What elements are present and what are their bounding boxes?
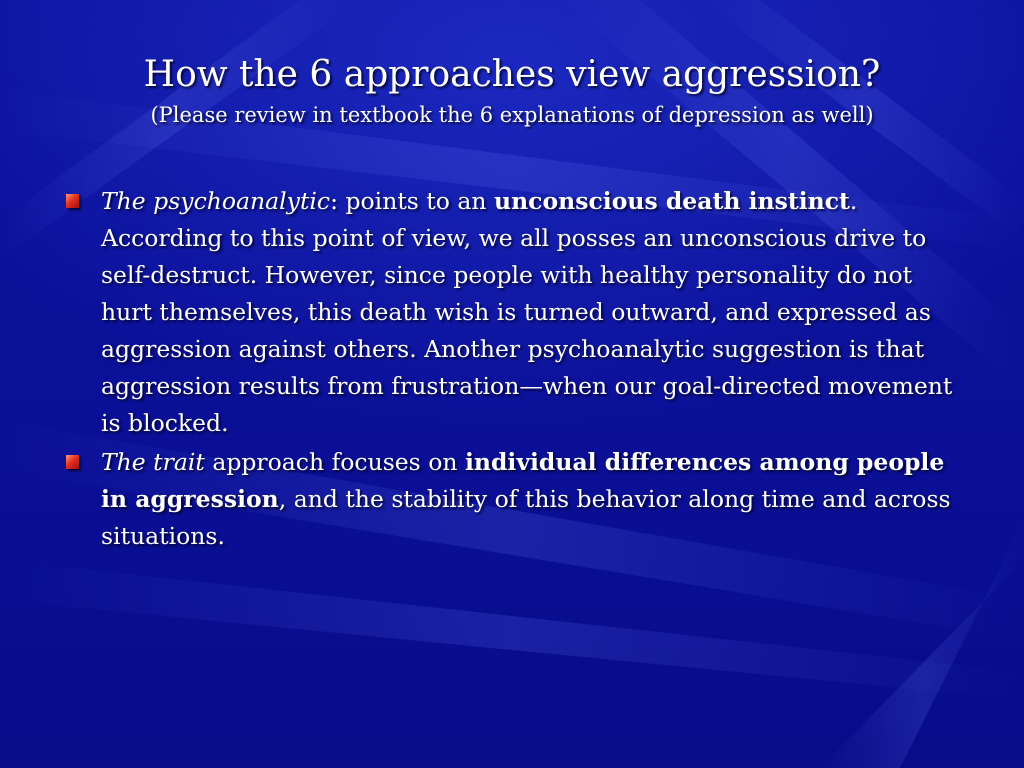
- bullet-lead: The psychoanalytic: [101, 187, 331, 215]
- bullet-lead: The trait: [101, 448, 205, 476]
- bullet-body: , and the stability of this behavior along time and across situations.: [101, 485, 951, 550]
- bullet-connector: approach focuses on: [204, 448, 465, 476]
- title-block: [0, 50, 1024, 130]
- bullet-body: . According to this point of view, we all posses an unconscious drive to self-destruct. However, since people with healthy personality do not hurt themselves, this death wish is turned outward, and expressed as aggression against others. Another psychoanalytic suggestion is that aggression results from frustration—when our goal-directed movement is blocked.: [101, 187, 953, 437]
- bullet-item-trait: [62, 444, 962, 555]
- bullet-list: [62, 183, 962, 557]
- bullet-connector: : points to an: [330, 187, 494, 215]
- square-bullet-icon: [66, 455, 79, 469]
- slide-subtitle: (Please review in textbook the 6 explanations of depression as well): [150, 103, 874, 127]
- square-bullet-icon: [66, 194, 79, 208]
- slide-title: How the 6 approaches view aggression?: [143, 54, 881, 95]
- bullet-emphasis: unconscious death instinct: [493, 187, 850, 215]
- bullet-emphasis: individual differences among people in aggression: [101, 448, 945, 513]
- bullet-item-psychoanalytic: [62, 183, 962, 442]
